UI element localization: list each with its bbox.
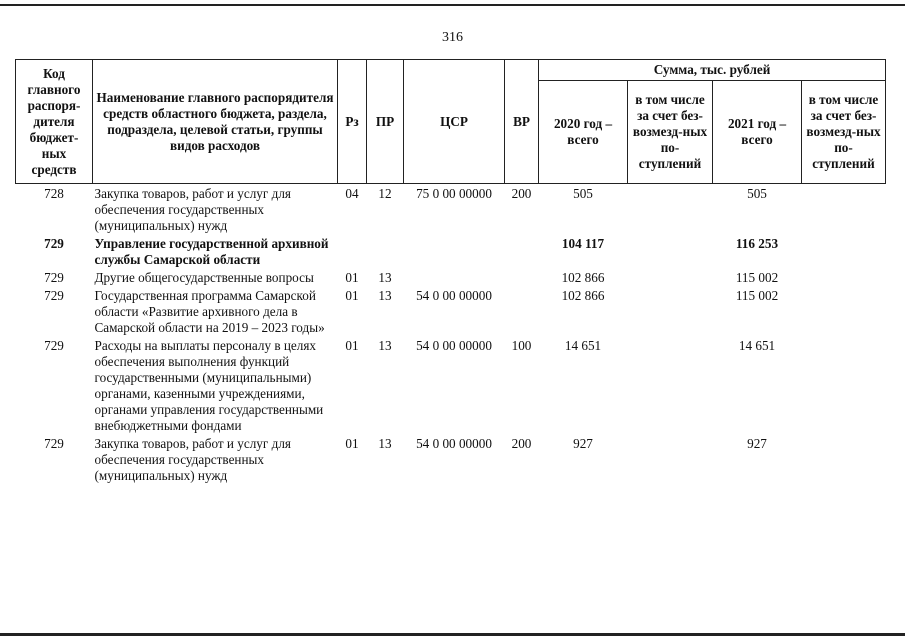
grants-2020-cell: [628, 287, 713, 337]
grants-2020-cell: [628, 337, 713, 435]
amount-2021-cell: 14 651: [738, 338, 776, 353]
vr-cell: [505, 235, 539, 269]
col-header-pr: ПР: [367, 60, 404, 184]
vr-cell: [505, 287, 539, 337]
amount-2021-cell: 115 002: [735, 270, 779, 285]
grants-2021-cell: [802, 235, 886, 269]
csr-cell: [404, 235, 505, 269]
col-header-vr: ВР: [505, 60, 539, 184]
rz-cell: 01: [345, 436, 359, 451]
col-header-2021-total: 2021 год – всего: [713, 81, 802, 184]
csr-cell: [404, 269, 505, 287]
csr-cell: 75 0 00 00000: [416, 186, 492, 201]
pr-cell: [367, 235, 404, 269]
table-row: [16, 435, 886, 485]
rz-cell: 01: [345, 270, 359, 285]
amount-2021-cell: 115 002: [735, 288, 779, 303]
code-cell: 728: [44, 186, 64, 201]
col-header-sum: Сумма, тыс. рублей: [539, 60, 886, 81]
amount-2020-cell: 927: [573, 436, 593, 451]
vr-cell: [505, 269, 539, 287]
pr-cell: 12: [378, 186, 392, 201]
grants-2020-cell: [628, 269, 713, 287]
amount-2021-cell: 927: [747, 436, 767, 451]
col-header-2020-grants: в том числе за счет без-возмезд-ных по-ступлений: [628, 81, 713, 184]
col-header-name: Наименование главного распорядителя средств областного бюджета, раздела, подраздела, целевой статьи, группы видов расходов: [93, 60, 338, 184]
code-cell: 729: [44, 338, 64, 353]
table-row: [16, 287, 886, 337]
name-cell: Закупка товаров, работ и услуг для обеспечения государственных (муниципальных) нужд: [94, 436, 291, 483]
vr-cell: 100: [511, 338, 532, 353]
amount-2020-cell: 14 651: [564, 338, 602, 353]
page-number: 316: [442, 30, 463, 45]
col-header-rz: Рз: [338, 60, 367, 184]
rz-cell: 04: [345, 186, 359, 201]
pr-cell: 13: [378, 270, 392, 285]
grants-2021-cell: [802, 337, 886, 435]
grants-2020-cell: [628, 235, 713, 269]
top-rule: [0, 4, 905, 6]
table-body: [16, 184, 886, 486]
budget-table: [15, 59, 886, 485]
rz-cell: 01: [345, 338, 359, 353]
col-header-code: Код главного распоря-дителя бюджет-ных средств: [16, 60, 93, 184]
code-cell: 729: [44, 288, 64, 303]
name-cell: Управление государственной архивной службы Самарской области: [94, 236, 329, 267]
csr-cell: 54 0 00 00000: [416, 436, 492, 451]
col-header-2021-grants: в том числе за счет без-возмезд-ных по-ступлений: [802, 81, 886, 184]
table-row: [16, 184, 886, 236]
amount-2020-cell: 102 866: [561, 288, 605, 303]
pr-cell: 13: [378, 436, 392, 451]
code-cell: 729: [44, 236, 64, 251]
grants-2020-cell: [628, 435, 713, 485]
name-cell: Государственная программа Самарской области «Развитие архивного дела в Самарской области на 2019 – 2023 годы»: [94, 288, 325, 335]
pr-cell: 13: [378, 288, 392, 303]
table-header: [16, 60, 886, 184]
amount-2020-cell: 505: [573, 186, 593, 201]
amount-2020-cell: 104 117: [561, 236, 605, 251]
code-cell: 729: [44, 270, 64, 285]
amount-2021-cell: 505: [747, 186, 767, 201]
name-cell: Другие общегосударственные вопросы: [94, 270, 314, 285]
csr-cell: 54 0 00 00000: [416, 288, 492, 303]
grants-2021-cell: [802, 435, 886, 485]
csr-cell: 54 0 00 00000: [416, 338, 492, 353]
col-header-2020-total: 2020 год – всего: [539, 81, 628, 184]
code-cell: 729: [44, 436, 64, 451]
vr-cell: 200: [511, 436, 532, 451]
pr-cell: 13: [378, 338, 392, 353]
bottom-rule: [0, 633, 905, 636]
grants-2021-cell: [802, 184, 886, 236]
vr-cell: 200: [511, 186, 532, 201]
amount-2021-cell: 116 253: [735, 236, 779, 251]
grants-2021-cell: [802, 287, 886, 337]
grants-2020-cell: [628, 184, 713, 236]
grants-2021-cell: [802, 269, 886, 287]
table-row: [16, 269, 886, 287]
amount-2020-cell: 102 866: [561, 270, 605, 285]
name-cell: Расходы на выплаты персоналу в целях обеспечения выполнения функций государственными (муниципальными) органами, казенными учреждениями, органами управления государственными внебюджетными фондами: [94, 338, 324, 433]
rz-cell: [338, 235, 367, 269]
rz-cell: 01: [345, 288, 359, 303]
table-row: [16, 235, 886, 269]
name-cell: Закупка товаров, работ и услуг для обеспечения государственных (муниципальных) нужд: [94, 186, 291, 233]
table-row: [16, 337, 886, 435]
col-header-csr: ЦСР: [404, 60, 505, 184]
